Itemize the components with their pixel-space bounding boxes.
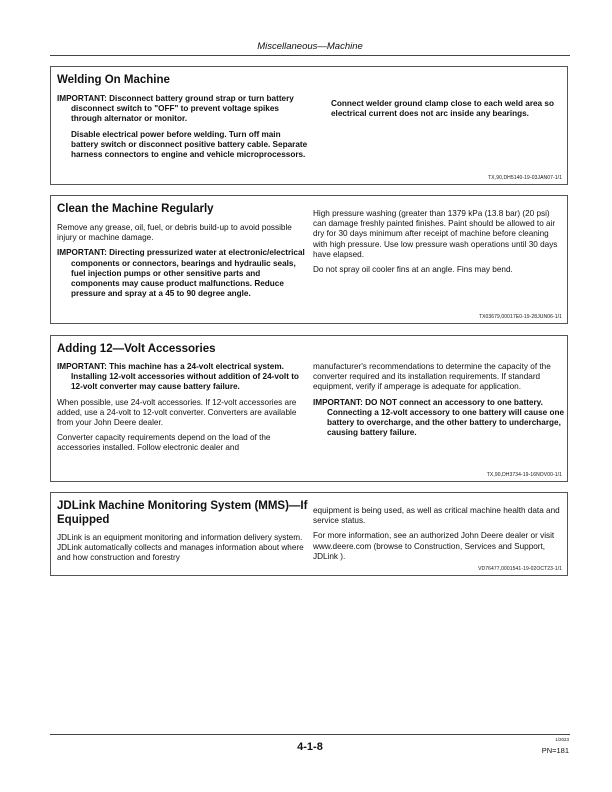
left-column [57,533,309,569]
paragraph: Disable electrical power before welding. Turn off main battery switch or disconnect positive battery cable. Separate harness connectors to engine and vehicle microprocessors. [71,129,308,160]
section-title: JDLink Machine Monitoring System (MMS)—If Equipped [57,500,308,526]
left-column [57,94,309,165]
section-welding [50,66,568,185]
paragraph: Do not spray oil cooler fins at an angle. Fins may bend. [313,265,513,275]
important-note: IMPORTANT: Directing pressurized water at electronic/electrical components or connectors, bearings and hydraulic seals, fuel injection pumps or other sensitive parts and components may cause product malfunctions. Reduce pressure and spray at a 45 to 90 degree angle. [57,248,305,299]
right-column [313,506,565,567]
paragraph: For more information, see an authorized John Deere dealer or visit www.deere.com (browse to Construction, Services and Support, JDLink ). [313,531,555,561]
footer-pn: PN=181 [541,746,569,755]
left-column [57,223,309,304]
paragraph: When possible, use 24-volt accessories. If 12-volt accessories are added, use a 24-volt to 12-volt converter. Converters are available from your John Deere dealer. [57,397,297,428]
reference-code: TX,90,DH5140-19-03JAN07-1/1 [488,175,562,181]
reference-code: TX03679,00017E0-19-28JUN06-1/1 [478,314,562,320]
paragraph: equipment is being used, as well as critical machine health data and service status. [313,506,560,526]
section-title: Clean the Machine Regularly [57,203,214,215]
footer-rule [50,734,570,735]
reference-code: TX,90,DH3734-19-16NOV00-1/1 [486,472,562,478]
important-note: IMPORTANT: Disconnect battery ground strap or turn battery disconnect switch to "OFF" to prevent voltage spikes through alternator or monitor. [57,94,294,124]
right-column [313,209,565,280]
running-title: Miscellaneous—Machine [257,41,363,52]
paragraph: Converter capacity requirements depend on the load of the accessories installed. Follow electronic dealer and [57,433,271,453]
paragraph: manufacturer's recommendations to determine the capacity of the converter required and its installation requirements. If standard equipment, verify if amperage is adequate for application. [313,362,551,392]
header-rule [50,55,570,56]
right-column [313,362,565,443]
page-number: 4-1-8 [297,741,323,753]
section-jdlink [50,492,568,576]
section-volt-accessories [50,335,568,482]
important-note: IMPORTANT: DO NOT connect an accessory to one battery. Connecting a 12-volt accessory to one battery will cause one battery to overcharge, and the other battery to undercharge, causing battery failure. [313,397,565,438]
paragraph: JDLink is an equipment monitoring and information delivery system. JDLink automatically collects and manages information about where and how construction and forestry [57,533,304,563]
section-title: Adding 12—Volt Accessories [57,343,216,355]
section-clean-machine [50,195,568,324]
paragraph: Connect welder ground clamp close to each weld area so electrical current does not arc inside any bearings. [331,99,554,119]
right-column [331,99,559,124]
important-note: IMPORTANT: This machine has a 24-volt electrical system. Installing 12-volt accessories without addition of 24-volt to 12-volt converter may cause battery failure. [57,362,299,392]
footer-date: 1/2023 [555,737,569,742]
paragraph: High pressure washing (greater than 1379 kPa (13.8 bar) (20 psi) can damage freshly painted finishes. Paint should be allowed to air dry for 30 days minimum after receipt of machine before cleaning with high pressure. Use low pressure wash operations until 30 days have elapsed. [313,209,558,259]
section-title: Welding On Machine [57,74,170,86]
reference-code: VD76477,0001541-19-02OCT23-1/1 [478,566,562,572]
left-column [57,362,309,459]
paragraph: Remove any grease, oil, fuel, or debris build-up to avoid possible injury or machine damage. [57,223,292,243]
